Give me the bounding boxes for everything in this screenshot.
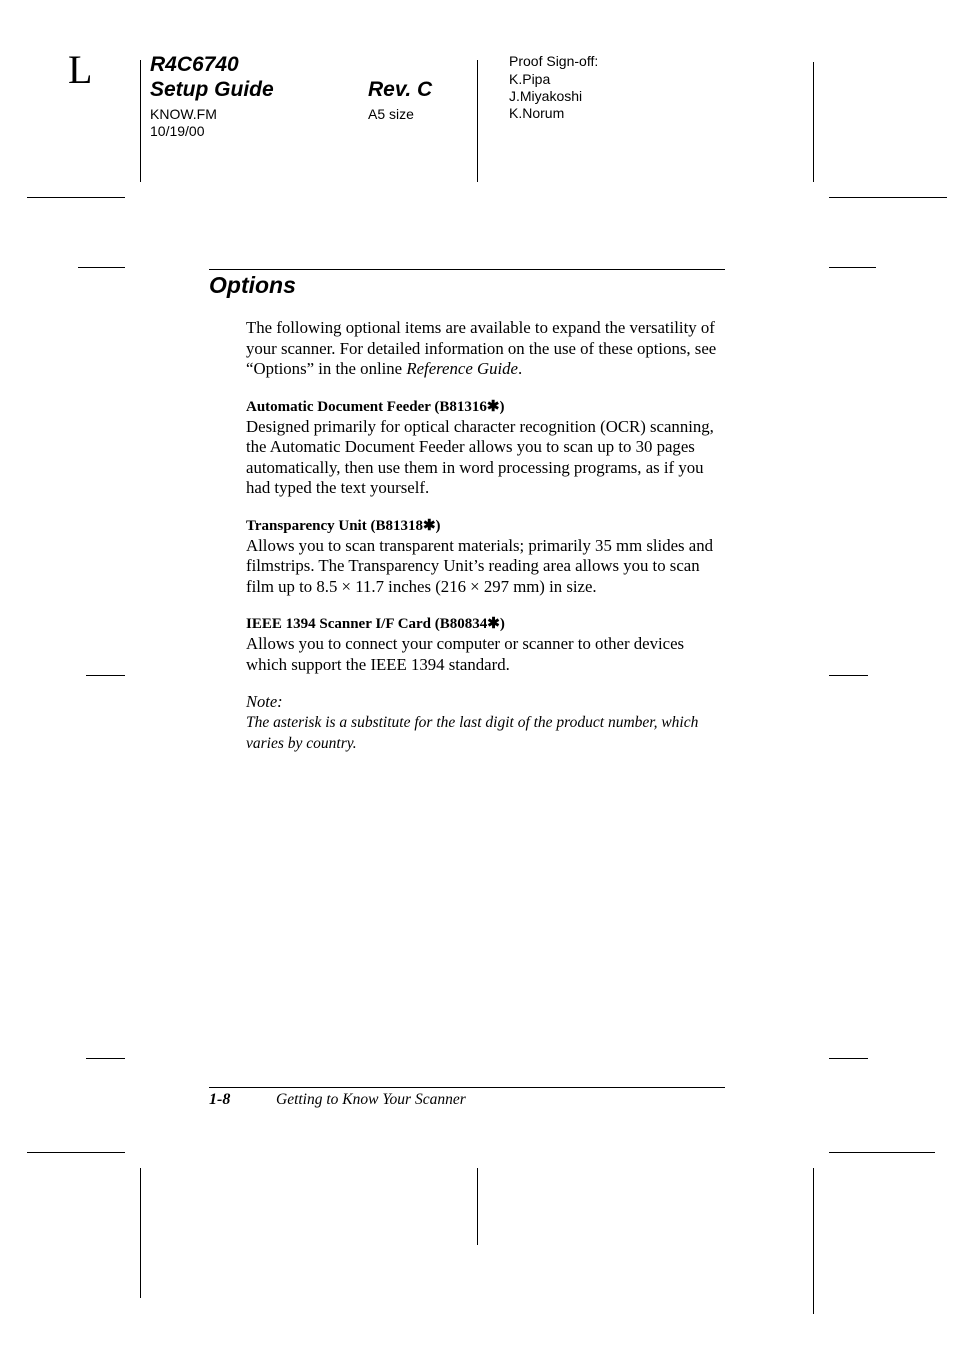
signoff-name: K.Norum: [509, 105, 565, 121]
page-number: 1-8: [209, 1091, 231, 1108]
crop-mark: [86, 1058, 125, 1059]
crop-mark: [78, 267, 125, 268]
proof-signoff-label: Proof Sign-off:: [509, 53, 599, 69]
corner-letter: L: [68, 47, 93, 92]
crop-mark: [140, 1168, 141, 1298]
option-title: Transparency Unit (B81318✱): [246, 517, 441, 534]
crop-mark: [477, 1168, 478, 1245]
crop-mark: [829, 1058, 868, 1059]
reference-guide-ref: Reference Guide: [406, 359, 518, 378]
date: 10/19/00: [150, 123, 205, 139]
option-description: Allows you to scan transparent materials; primarily 35 mm slides and filmstrips. The Transparency Unit’s reading area allows you to scan film up to 8.5 × 11.7 inches (216 × 297 mm) in size.: [246, 535, 713, 596]
crop-mark: [829, 197, 947, 198]
note-label: Note:: [246, 692, 283, 711]
signoff-name: J.Miyakoshi: [509, 88, 583, 104]
crop-mark: [27, 1152, 125, 1153]
crop-mark: [27, 197, 125, 198]
intro-paragraph: [246, 318, 726, 380]
option-description: Designed primarily for optical character recognition (OCR) scanning, the Automatic Document Feeder allows you to scan up to 30 pages automatically, then use them in word processing programs, as if you had typed the text yourself.: [246, 416, 714, 497]
intro-end: .: [518, 359, 523, 378]
crop-mark: [829, 675, 868, 676]
crop-mark: [813, 62, 814, 182]
option-description: Allows you to connect your computer or scanner to other devices which support the IEEE 1394 standard.: [246, 634, 685, 674]
crop-mark: [86, 675, 125, 676]
revision: Rev. C: [368, 78, 433, 101]
note-text: The asterisk is a substitute for the last digit of the product number, which varies by country.: [246, 714, 699, 752]
crop-mark: [477, 60, 478, 182]
option-title: IEEE 1394 Scanner I/F Card (B80834✱): [246, 616, 505, 632]
file-name: KNOW.FM: [150, 106, 217, 122]
crop-mark: [829, 1152, 935, 1153]
paper-size: A5 size: [368, 106, 414, 122]
crop-mark: [829, 267, 876, 268]
section-body: [246, 318, 726, 754]
guide-name: Setup Guide: [150, 78, 274, 101]
signoff-name: K.Pipa: [509, 71, 551, 87]
chapter-title: Getting to Know Your Scanner: [276, 1091, 466, 1108]
section-title: Options: [209, 272, 296, 298]
intro-text: The following optional items are available to expand the versatility of your scanner. For detailed information on the use of these options, see “Options” in the online: [246, 318, 717, 378]
option-title: Automatic Document Feeder (B81316✱): [246, 398, 505, 415]
crop-mark: [140, 60, 141, 182]
product-code: R4C6740: [150, 53, 239, 76]
footer-rule: [209, 1087, 725, 1088]
crop-mark: [813, 1168, 814, 1314]
